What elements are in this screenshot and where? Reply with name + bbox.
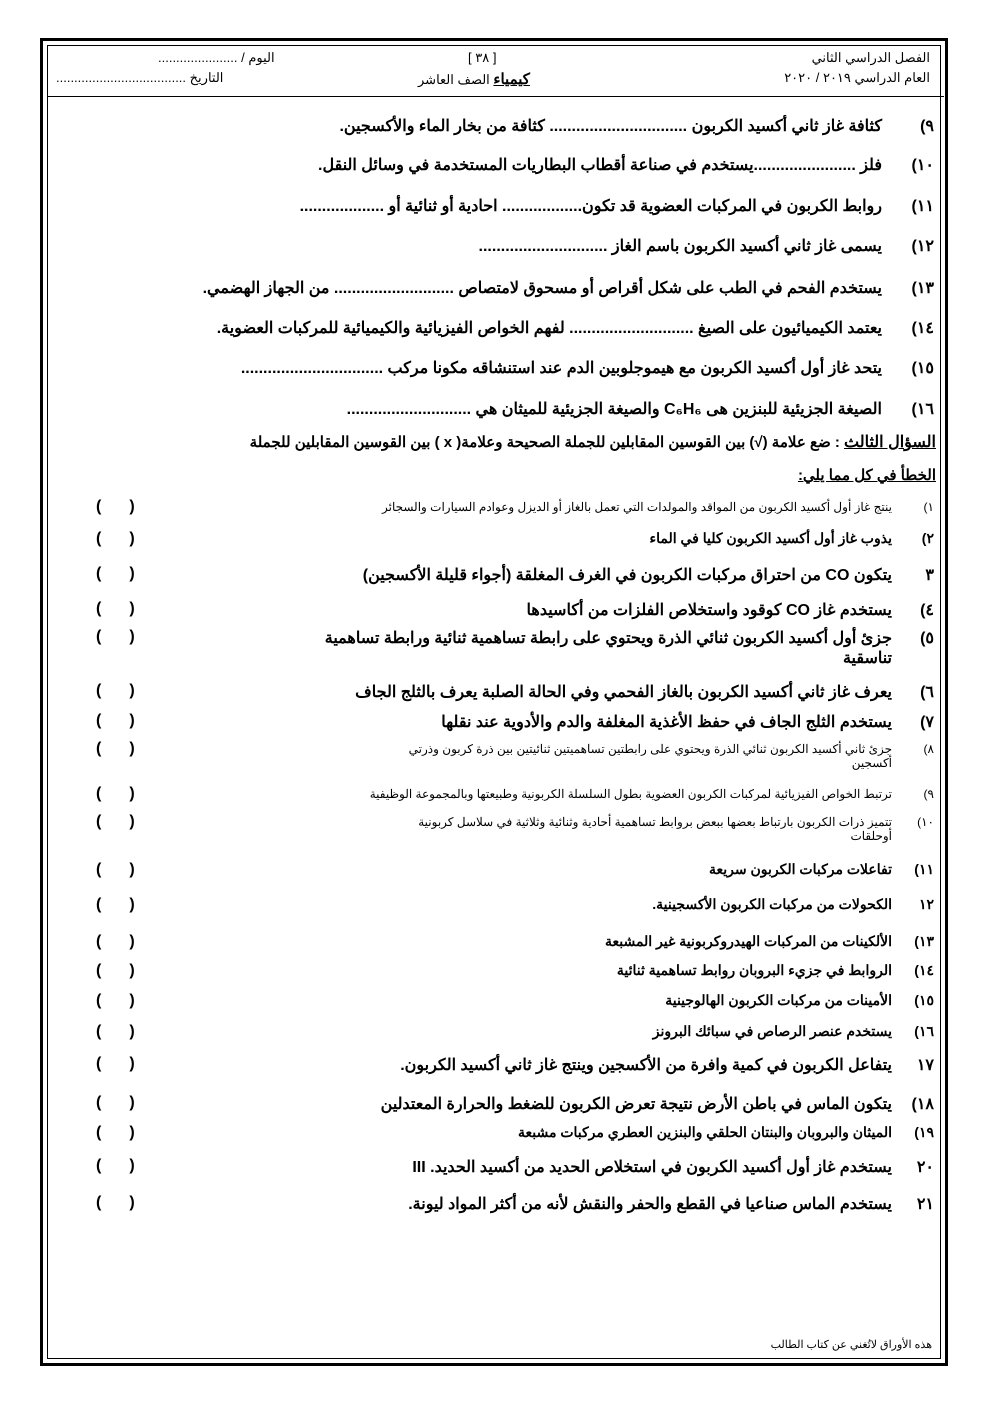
- paren-left: (: [96, 1157, 102, 1174]
- question-number: ١٩): [914, 1124, 934, 1140]
- question-number: ١٨): [911, 1096, 934, 1113]
- paren-right: ): [129, 498, 135, 515]
- paren-left: (: [96, 682, 102, 699]
- question-number: ٨): [923, 742, 934, 756]
- fill-question: [318, 155, 934, 175]
- answer-box[interactable]: [96, 933, 135, 951]
- question-text: يسمى غاز ثاني أكسيد الكربون باسم الغاز .............................: [478, 238, 882, 255]
- header-divider: [48, 96, 944, 97]
- answer-box[interactable]: [96, 861, 135, 879]
- paren-left: (: [96, 740, 102, 757]
- answer-box[interactable]: [96, 1194, 135, 1212]
- question-number: ١٤): [914, 962, 934, 978]
- paren-right: ): [129, 933, 135, 950]
- paren-left: (: [96, 1094, 102, 1111]
- paren-left: (: [96, 813, 102, 830]
- question-text: يستخدم الفحم في الطب على شكل أقراص أو مسحوق لامتصاص ........................... من الجهاز الهضمي.: [202, 280, 882, 297]
- paren-right: ): [129, 565, 135, 582]
- question-number: ٥): [920, 630, 934, 647]
- question-text: الأمينات من مركبات الكربون الهالوجينية: [665, 992, 892, 1008]
- tf-question: [665, 992, 934, 1009]
- paren-left: (: [96, 600, 102, 617]
- tf-question: [381, 1094, 934, 1114]
- paren-right: ): [129, 1194, 135, 1211]
- fill-question: [203, 278, 934, 298]
- question-text: تتميز ذرات الكربون بارتباط بعضها ببعض بروابط تساهمية أحادية وثنائية وثلاثية في سلاسل كربونية: [418, 815, 892, 829]
- question-text: يستخدم غاز أول أكسيد الكربون في استخلاص الحديد من أكسيد الحديد. III: [412, 1159, 892, 1176]
- answer-box[interactable]: [96, 628, 135, 646]
- date-field: [56, 70, 223, 86]
- page-number: [ ٣٨ ]: [468, 50, 497, 65]
- tf-question: [418, 815, 934, 843]
- question-text: يستخدم الماس صناعيا في القطع والحفر والنقش لأنه من أكثر المواد ليونة.: [408, 1196, 892, 1213]
- question-number: ١٣): [911, 280, 934, 297]
- tf-question: [325, 628, 934, 668]
- paren-left: (: [96, 628, 102, 645]
- fill-question: [339, 116, 934, 136]
- question-text: جزئ ثاني أكسيد الكربون ثنائي الذرة ويحتوي على رابطتين تساهميتين ثنائيتين بين ذرة كربون وذرتي: [408, 742, 892, 756]
- tf-question: [518, 1124, 934, 1141]
- question-number: ١٦): [914, 1023, 934, 1039]
- question-number: ١٢): [911, 238, 934, 255]
- question-text-cont: أوحلقات: [850, 829, 892, 843]
- question-number: ١٠): [911, 157, 934, 174]
- question-text: يعتمد الكيميائيون على الصيغ ............................ لفهم الخواص الفيزيائية والكيميائية للمركبات العضوية.: [216, 320, 882, 337]
- answer-box[interactable]: [96, 1094, 135, 1112]
- paren-right: ): [129, 813, 135, 830]
- question-text: كثافة غاز ثاني أكسيد الكربون ............................... كثافة من بخار الماء والأكسجين.: [339, 118, 882, 135]
- tf-question: [382, 500, 934, 514]
- question-text: الروابط في جزيء البروبان روابط تساهمية ثنائية: [616, 962, 892, 978]
- paren-right: ): [129, 992, 135, 1009]
- tf-question: [408, 1194, 934, 1214]
- question-number: ٦): [920, 684, 934, 701]
- answer-box[interactable]: [96, 565, 135, 583]
- question-text: يستخدم غاز CO كوقود واستخلاص الفلزات من أكاسيدها: [526, 602, 892, 619]
- question-text-cont: أكسجين: [851, 756, 892, 770]
- question-number: ٢٠: [916, 1159, 934, 1176]
- paren-left: (: [96, 1194, 102, 1211]
- paren-right: ): [129, 600, 135, 617]
- tf-question: [400, 1055, 934, 1075]
- tf-question: [653, 1023, 934, 1040]
- paren-left: (: [96, 1023, 102, 1040]
- answer-box[interactable]: [96, 712, 135, 730]
- footer-note: هذه الأوراق لاتُغني عن كتاب الطالب: [770, 1339, 932, 1351]
- paren-left: (: [96, 992, 102, 1009]
- subject-label: كيمياء: [493, 71, 530, 88]
- paren-right: ): [129, 861, 135, 878]
- paren-right: ): [129, 740, 135, 757]
- question-number: ١٥): [914, 992, 934, 1008]
- answer-box[interactable]: [96, 1023, 135, 1041]
- question-text: روابط الكربون في المركبات العضوية قد تكون.................. احادية أو ثنائية أو ...................: [299, 198, 882, 215]
- paren-left: (: [96, 498, 102, 515]
- question-number: ١٠): [917, 815, 934, 829]
- paren-right: ): [129, 962, 135, 979]
- section3-text: : ضع علامة (√) بين القوسين المقابلين للجملة الصحيحة وعلامة( x ) بين القوسين المقابلين للجملة: [249, 434, 840, 451]
- question-number: ٢): [921, 530, 934, 546]
- question-text: الصيغة الجزيئية للبنزين هى C₆H₆ والصيغة الجزيئية للميثان هي ............................: [346, 401, 882, 418]
- fill-question: [347, 399, 934, 419]
- question-text: فلز .......................يستخدم في صناعة أقطاب البطاريات المستخدمة في وسائل النقل.: [318, 157, 882, 174]
- paren-left: (: [96, 896, 102, 913]
- fill-question: [479, 236, 934, 256]
- answer-box[interactable]: [96, 1157, 135, 1175]
- section3-instruction: [250, 432, 936, 452]
- answer-box[interactable]: [96, 498, 135, 516]
- fill-question: [217, 318, 934, 338]
- paren-left: (: [96, 1055, 102, 1072]
- question-number: ١٤): [911, 320, 934, 337]
- tf-question: [370, 787, 934, 801]
- answer-box[interactable]: [96, 1055, 135, 1073]
- tf-question: [650, 530, 934, 547]
- answer-box[interactable]: [96, 530, 135, 548]
- answer-box[interactable]: [96, 682, 135, 700]
- question-number: ٧): [920, 714, 934, 731]
- question-number: ١١): [914, 861, 934, 877]
- paren-right: ): [129, 530, 135, 547]
- fill-question: [241, 358, 934, 378]
- paren-right: ): [129, 1124, 135, 1141]
- question-text: ترتبط الخواص الفيزيائية لمركبات الكربون العضوية بطول السلسلة الكربونية وطبيعتها وبالمجموعة الوظيفية: [369, 787, 892, 801]
- paren-right: ): [129, 896, 135, 913]
- answer-box[interactable]: [96, 962, 135, 980]
- date-label: التاريخ: [189, 70, 224, 85]
- answer-box[interactable]: [96, 600, 135, 618]
- tf-question: [652, 896, 934, 913]
- question-number: ١٧: [916, 1057, 934, 1074]
- question-number: ١٥): [911, 360, 934, 377]
- tf-question: [441, 712, 934, 732]
- subject-grade: [418, 70, 530, 88]
- question-number: ١٣): [914, 933, 934, 949]
- tf-question: [412, 1157, 934, 1177]
- question-number: ٩): [920, 118, 934, 135]
- paren-right: ): [129, 1055, 135, 1072]
- answer-box[interactable]: [96, 740, 135, 758]
- answer-box[interactable]: [96, 992, 135, 1010]
- year-label: العام الدراسي ٢٠١٩ / ٢٠٢٠: [784, 70, 930, 85]
- question-number: ١١): [911, 198, 934, 215]
- paren-left: (: [96, 712, 102, 729]
- question-text: يتحد غاز أول أكسيد الكربون مع هيموجلوبين الدم عند استنشاقه مكونا مركب ................................: [240, 360, 882, 377]
- question-text: تفاعلات مركبات الكربون سريعة: [709, 861, 892, 877]
- question-number: ٩): [923, 787, 934, 801]
- question-number: ١٦): [911, 401, 934, 418]
- grade-label: الصف العاشر: [418, 72, 490, 87]
- paren-left: (: [96, 933, 102, 950]
- paren-right: ): [129, 682, 135, 699]
- answer-box[interactable]: [96, 785, 135, 803]
- tf-question: [363, 565, 934, 585]
- question-text: الميثان والبروبان والبنتان الحلقي والبنزين العطري مركبات مشبعة: [517, 1124, 892, 1140]
- section3-title: السؤال الثالث: [844, 434, 936, 451]
- date-dots: ....................................: [56, 70, 187, 85]
- answer-box[interactable]: [96, 1124, 135, 1142]
- question-text-cont: تناسقية: [842, 650, 892, 667]
- tf-question: [617, 962, 934, 979]
- question-text: يذوب غاز أول أكسيد الكربون كليا في الماء: [649, 530, 892, 546]
- fill-question: [300, 196, 934, 216]
- paren-left: (: [96, 861, 102, 878]
- question-text: يستخدم عنصر الرصاص في سبائك البرونز: [652, 1023, 892, 1039]
- paren-right: ): [129, 712, 135, 729]
- question-number: ٤): [920, 602, 934, 619]
- paren-left: (: [96, 1124, 102, 1141]
- question-number: ٣: [925, 567, 934, 584]
- paren-right: ): [129, 1157, 135, 1174]
- paren-right: ): [129, 1023, 135, 1040]
- tf-question: [605, 933, 934, 950]
- answer-box[interactable]: [96, 813, 135, 831]
- day-dots: ......................: [158, 50, 238, 65]
- paren-right: ): [129, 1094, 135, 1111]
- question-text: يستخدم الثلج الجاف في حفظ الأغذية المغلفة والدم والأدوية عند نقلها: [441, 714, 892, 731]
- paren-left: (: [96, 962, 102, 979]
- tf-question: [709, 861, 934, 878]
- question-text: يتكون CO من احتراق مركبات الكربون في الغرف المغلقة (أجواء قليلة الأكسجين): [362, 567, 892, 584]
- answer-box[interactable]: [96, 896, 135, 914]
- tf-question: [409, 742, 934, 770]
- paren-left: (: [96, 785, 102, 802]
- paren-right: ): [129, 628, 135, 645]
- semester-label: الفصل الدراسي الثاني: [811, 50, 930, 65]
- question-number: ١): [923, 500, 934, 514]
- paren-left: (: [96, 565, 102, 582]
- question-text: ينتج غاز أول أكسيد الكربون من المواقد والمولدات التي تعمل بالغاز أو الديزل وعوادم السيارات والسجائر: [381, 500, 892, 514]
- paren-right: ): [129, 785, 135, 802]
- question-text: يتكون الماس في باطن الأرض نتيجة تعرض الكربون للضغط والحرارة المعتدلين: [380, 1096, 892, 1113]
- tf-question: [355, 682, 934, 702]
- paren-left: (: [96, 530, 102, 547]
- day-field: [158, 50, 275, 66]
- question-number: ٢١: [916, 1196, 934, 1213]
- question-text: الألكينات من المركبات الهيدروكربونية غير المشبعة: [604, 933, 892, 949]
- question-text: يعرف غاز ثاني أكسيد الكربون بالغاز الفحمي وفي الحالة الصلبة يعرف بالثلج الجاف: [355, 684, 892, 701]
- section3-instruction-cont: الخطأ في كل مما يلي:: [797, 467, 936, 484]
- question-text: يتفاعل الكربون في كمية وافرة من الأكسجين وينتج غاز ثاني أكسيد الكربون.: [400, 1057, 892, 1074]
- question-text: جزئ أول أكسيد الكربون ثنائي الذرة ويحتوي على رابطة تساهمية ثنائية ورابطة تساهمية: [324, 630, 892, 647]
- tf-question: [527, 600, 935, 620]
- question-text: الكحولات من مركبات الكربون الأكسجينية.: [652, 896, 892, 912]
- question-number: ١٢: [918, 896, 934, 912]
- day-label: اليوم /: [241, 50, 275, 65]
